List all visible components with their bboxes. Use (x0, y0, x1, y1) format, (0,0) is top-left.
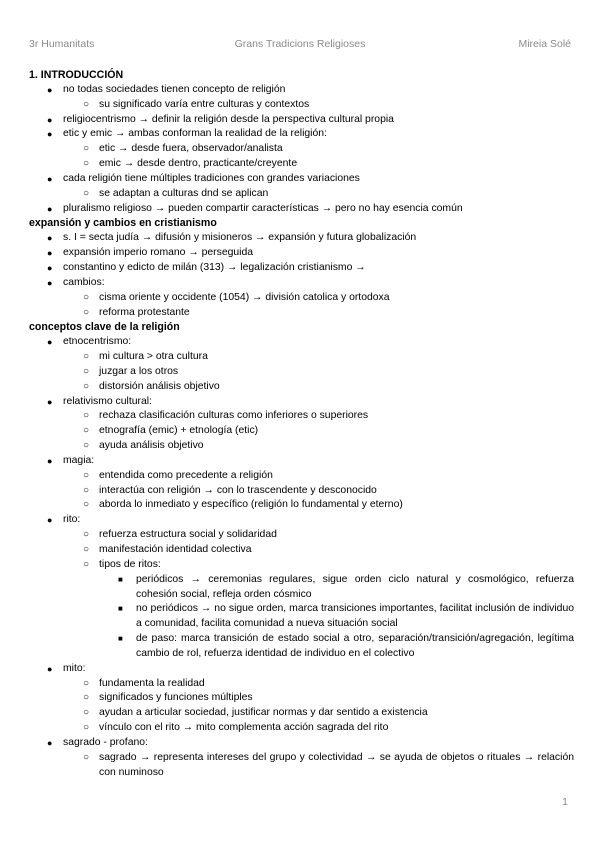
item-text: mi cultura > otra cultura (99, 351, 208, 363)
bullet-icon: ○ (83, 158, 90, 170)
bullet-icon: ● (47, 84, 53, 95)
list-item (29, 736, 574, 751)
list-item (29, 231, 574, 246)
bullet-icon: ● (47, 129, 53, 140)
bullet-icon: ● (47, 114, 53, 125)
bullet-icon: ○ (83, 440, 90, 452)
list-item (29, 246, 574, 261)
item-text: no todas sociedades tienen concepto de religión (63, 83, 286, 95)
sub-list-item (29, 350, 574, 365)
sub-list-item (29, 528, 574, 543)
item-text: ayuda análisis objetivo (99, 440, 204, 452)
bullet-icon: ● (47, 663, 53, 674)
item-text: entendida como precedente a religión (99, 469, 273, 481)
item-text: reforma protestante (99, 306, 190, 318)
bullet-icon: ○ (83, 306, 90, 318)
bullet-icon: ○ (83, 365, 90, 377)
bullet-icon: ○ (83, 707, 90, 719)
item-text: emic → desde dentro, practicante/creyente (99, 158, 298, 170)
item-text: etnocentrismo: (63, 336, 132, 348)
sub-sub-list-item (29, 573, 574, 603)
sub-list-item (29, 142, 574, 157)
sub-list-item (29, 306, 574, 321)
sub-list-item (29, 721, 574, 736)
bullet-icon: ● (47, 337, 53, 348)
header-author: Mireia Solé (518, 38, 571, 50)
section-heading: expansión y cambios en cristianismo (29, 217, 217, 230)
sub-list-item (29, 677, 574, 692)
sub-list-item (29, 498, 574, 513)
bullet-icon: ● (47, 203, 53, 214)
sub-list-item (29, 157, 574, 172)
item-text: su significado varía entre culturas y contextos (99, 98, 310, 110)
item-text: expansión imperio romano → perseguida (63, 247, 254, 259)
bullet-icon: ● (47, 455, 53, 466)
list-item (29, 127, 574, 142)
bullet-icon: ○ (83, 351, 90, 363)
item-text: ayudan a articular sociedad, justificar normas y dar sentido a existencia (99, 707, 428, 719)
list-item (29, 395, 574, 410)
item-text: distorsión análisis objetivo (99, 380, 220, 392)
list-item (29, 202, 574, 217)
bullet-icon: ■ (118, 574, 123, 584)
sub-sub-list-item (29, 632, 574, 662)
list-item (29, 83, 574, 98)
bullet-icon: ○ (83, 722, 90, 734)
item-text: tipos de ritos: (99, 558, 161, 570)
item-text: cada religión tiene múltiples tradiciones con grandes variaciones (63, 172, 360, 184)
item-text: vínculo con el rito → mito complementa acción sagrada del rito (99, 722, 389, 734)
item-text: constantino y edicto de milán (313) → legalización cristianismo → (63, 261, 366, 273)
item-text: pluralismo religioso → pueden compartir características → pero no hay esencia común (63, 202, 463, 214)
item-text: religiocentrismo → definir la religión desde la perspectiva cultural propia (63, 113, 394, 125)
sub-list-item (29, 469, 574, 484)
list-item (29, 261, 574, 276)
list-item (29, 662, 574, 677)
page-header (29, 38, 571, 52)
document-body (29, 68, 574, 781)
list-item (29, 113, 574, 128)
item-text: cisma oriente y occidente (1054) → división catolica y ortodoxa (99, 291, 390, 303)
item-text: interactúa con religión → con lo trascendente y desconocido (99, 484, 377, 496)
section-heading: conceptos clave de la religión (29, 321, 180, 334)
bullet-icon: ○ (83, 469, 90, 481)
bullet-icon: ● (47, 248, 53, 259)
item-text: significados y funciones múltiples (99, 692, 253, 704)
bullet-icon: ● (47, 233, 53, 244)
bullet-icon: ○ (83, 484, 90, 496)
item-text: juzgar a los otros (99, 365, 179, 377)
bullet-icon: ○ (83, 291, 90, 303)
item-text: relativismo cultural: (63, 395, 152, 407)
bullet-icon: ● (47, 737, 53, 748)
item-text: rechaza clasificación culturas como inferiores o superiores (99, 410, 369, 422)
bullet-icon: ○ (83, 98, 90, 110)
bullet-icon: ○ (83, 143, 90, 155)
sub-list-item (29, 98, 574, 113)
sub-list-item (29, 484, 574, 499)
item-text: se adaptan a culturas dnd se aplican (99, 187, 269, 199)
item-text: s. I = secta judía → difusión y misioneros → expansión y futura globalización (63, 232, 417, 244)
list-item (29, 335, 574, 350)
bullet-icon: ○ (83, 499, 90, 511)
section-heading: 1. INTRODUCCIÓN (29, 69, 124, 81)
item-text: sagrado → representa intereses del grupo y colectividad → se ayuda de objetos o rituales → relación con numinoso (99, 751, 574, 778)
bullet-icon: ○ (83, 558, 90, 570)
bullet-icon: ○ (83, 425, 90, 437)
list-item (29, 172, 574, 187)
sub-list-item (29, 365, 574, 380)
sub-sub-list-item (29, 602, 574, 632)
sub-list-item (29, 691, 574, 706)
header-title: Grans Tradicions Religioses (234, 38, 366, 50)
sub-list-item (29, 380, 574, 395)
item-text: etnografía (emic) + etnología (etic) (99, 425, 259, 437)
item-text: cambios: (63, 276, 105, 288)
item-text: mito: (63, 662, 86, 674)
bullet-icon: ● (47, 173, 53, 184)
bullet-icon: ● (47, 515, 53, 526)
item-text: magia: (63, 454, 95, 466)
sub-list-item (29, 291, 574, 306)
bullet-icon: ● (47, 396, 53, 407)
sub-list-item (29, 558, 574, 573)
item-text: no periódicos → no sigue orden, marca transiciones importantes, facilitat inclusión de individuo a comunidad, facilita comunidad a nueva situación social (136, 603, 574, 630)
item-text: sagrado - profano: (63, 736, 148, 748)
bullet-icon: ○ (83, 751, 90, 763)
bullet-icon: ○ (83, 692, 90, 704)
bullet-icon: ■ (118, 604, 123, 614)
header-course: 3r Humanitats (29, 38, 95, 50)
bullet-icon: ○ (83, 677, 90, 689)
bullet-icon: ● (47, 262, 53, 273)
bullet-icon: ○ (83, 187, 90, 199)
item-text: aborda lo inmediato y específico (religión lo fundamental y eterno) (99, 499, 403, 511)
item-text: refuerza estructura social y solidaridad (99, 529, 277, 541)
sub-list-item (29, 751, 574, 781)
bullet-icon: ○ (83, 529, 90, 541)
sub-list-item (29, 543, 574, 558)
sub-list-item (29, 706, 574, 721)
bullet-icon: ○ (83, 544, 90, 555)
item-text: manifestación identidad colectiva (99, 544, 252, 555)
item-text: etic → desde fuera, observador/analista (99, 143, 283, 155)
item-text: etic y emic → ambas conforman la realidad de la religión: (63, 128, 327, 140)
list-item (29, 276, 574, 291)
item-text: periódicos → ceremonias regulares, sigue orden ciclo natural y cosmológico, refuerza cohesión social, refleja orden cósmico (136, 573, 574, 600)
page-number: 1 (562, 796, 568, 808)
item-text: fundamenta la realidad (99, 677, 205, 689)
bullet-icon: ● (47, 277, 53, 288)
bullet-icon: ○ (83, 410, 90, 422)
sub-list-item (29, 439, 574, 454)
sub-list-item (29, 187, 574, 202)
item-text: de paso: marca transición de estado social a otro, separación/transición/agregación, legítima cambio de rol, refuerza identidad de individuo en el colectivo (136, 633, 574, 659)
list-item (29, 513, 574, 528)
sub-list-item (29, 409, 574, 424)
bullet-icon: ○ (83, 380, 90, 392)
list-item (29, 454, 574, 469)
sub-list-item (29, 424, 574, 439)
bullet-icon: ■ (118, 634, 123, 644)
item-text: rito: (63, 514, 81, 526)
